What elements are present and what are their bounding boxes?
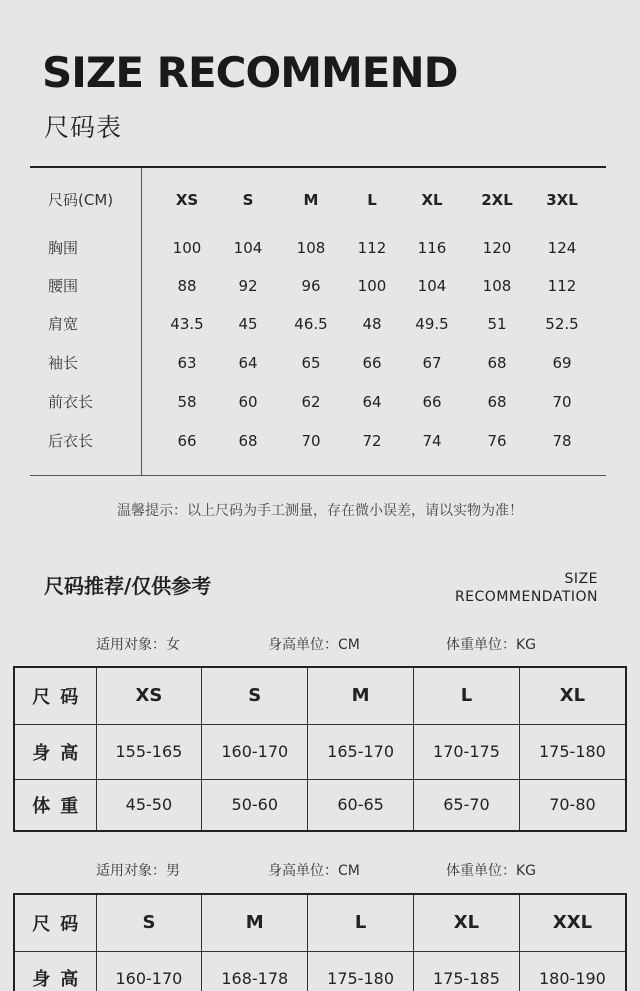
women-height-cell: 165-170 — [308, 724, 414, 779]
women-size-cell: XS — [96, 667, 202, 724]
spec-value: 66 — [177, 432, 197, 450]
women-weight-cell: 50-60 — [202, 779, 308, 831]
spec-value: 52.5 — [545, 315, 579, 333]
women-size-label: 尺码 — [14, 667, 96, 724]
spec-value: 76 — [487, 432, 507, 450]
page-subtitle: 尺码表 — [44, 113, 123, 142]
women-size-cell: M — [308, 667, 414, 724]
spec-value: 48 — [362, 315, 382, 333]
recommendation-en-line2: RECOMMENDATION — [454, 589, 598, 605]
men-size-cell: XXL — [519, 894, 626, 951]
spec-value: 64 — [238, 354, 258, 372]
women-size-cell: XL — [519, 667, 626, 724]
spec-value: 74 — [422, 432, 442, 450]
men-height-unit: 身高单位：CM — [268, 863, 360, 879]
spec-value: 70 — [552, 393, 572, 411]
women-height-unit: 身高单位：CM — [268, 637, 360, 653]
men-height-cell: 160-170 — [96, 951, 202, 991]
women-weight-cell: 45-50 — [96, 779, 202, 831]
spec-value: 49.5 — [415, 315, 449, 333]
spec-value: 60 — [238, 393, 258, 411]
spec-value: 62 — [301, 393, 321, 411]
spec-row-waist — [0, 272, 640, 300]
spec-row-label: 袖长 — [48, 354, 79, 372]
spec-value: 43.5 — [170, 315, 204, 333]
women-weight-unit: 体重单位：KG — [446, 637, 537, 653]
women-size-cell: S — [202, 667, 308, 724]
spec-value: 58 — [177, 393, 197, 411]
recommendation-title: 尺码推荐/仅供参考 — [44, 574, 212, 598]
men-size-table — [13, 893, 627, 991]
spec-value: 104 — [417, 277, 447, 295]
men-height-cell: 168-178 — [202, 951, 308, 991]
women-weight-cell: 70-80 — [519, 779, 626, 831]
women-weight-cell: 60-65 — [308, 779, 414, 831]
table-row — [14, 894, 626, 951]
spec-value: 63 — [177, 354, 197, 372]
men-size-cell: L — [308, 894, 414, 951]
spec-value: 108 — [296, 239, 326, 257]
spec-row-sleeve — [0, 349, 640, 377]
women-weight-cell: 65-70 — [414, 779, 520, 831]
women-height-cell: 170-175 — [414, 724, 520, 779]
measurement-tip: 温馨提示：以上尺码为手工测量，存在微小误差，请以实物为准！ — [117, 503, 523, 519]
spec-row-label: 腰围 — [48, 277, 79, 295]
spec-row-chest — [0, 234, 640, 262]
spec-size-header: XL — [421, 191, 443, 209]
men-height-cell: 180-190 — [519, 951, 626, 991]
spec-size-header: L — [367, 191, 377, 209]
spec-size-header: S — [242, 191, 254, 209]
spec-value: 68 — [487, 354, 507, 372]
spec-row-label: 后衣长 — [48, 432, 94, 450]
table-bottom-rule — [30, 475, 606, 476]
spec-value: 45 — [238, 315, 258, 333]
men-target: 适用对象：男 — [96, 863, 180, 879]
spec-row-label: 肩宽 — [48, 315, 79, 333]
spec-row-label: 前衣长 — [48, 393, 94, 411]
table-row — [14, 667, 626, 724]
page-title: SIZE RECOMMEND — [42, 48, 458, 97]
spec-value: 78 — [552, 432, 572, 450]
men-height-cell: 175-180 — [308, 951, 414, 991]
spec-value: 67 — [422, 354, 442, 372]
spec-value: 70 — [301, 432, 321, 450]
recommendation-en-title — [455, 570, 598, 606]
spec-row-shoulder — [0, 310, 640, 338]
spec-value: 68 — [487, 393, 507, 411]
spec-value: 51 — [487, 315, 507, 333]
spec-value: 88 — [177, 277, 197, 295]
spec-value: 112 — [547, 277, 577, 295]
table-top-rule — [30, 166, 606, 168]
women-height-cell: 160-170 — [202, 724, 308, 779]
spec-row-back-length — [0, 427, 640, 455]
spec-value: 116 — [417, 239, 447, 257]
spec-value: 100 — [357, 277, 387, 295]
spec-header-row — [0, 186, 640, 214]
women-height-cell: 175-180 — [519, 724, 626, 779]
women-target: 适用对象：女 — [96, 637, 180, 653]
spec-size-header: 3XL — [546, 191, 578, 209]
spec-value: 64 — [362, 393, 382, 411]
men-size-label: 尺码 — [14, 894, 96, 951]
women-height-cell: 155-165 — [96, 724, 202, 779]
table-row — [14, 779, 626, 831]
spec-value: 69 — [552, 354, 572, 372]
spec-size-header: XS — [175, 191, 199, 209]
spec-value: 120 — [482, 239, 512, 257]
men-weight-unit: 体重单位：KG — [446, 863, 537, 879]
spec-value: 108 — [482, 277, 512, 295]
spec-value: 72 — [362, 432, 382, 450]
spec-value: 112 — [357, 239, 387, 257]
spec-value: 65 — [301, 354, 321, 372]
spec-value: 92 — [238, 277, 258, 295]
women-height-label: 身高 — [14, 724, 96, 779]
spec-value: 66 — [422, 393, 442, 411]
men-size-cell: XL — [414, 894, 520, 951]
women-size-table — [13, 666, 627, 832]
men-height-label: 身高 — [14, 951, 96, 991]
spec-value: 68 — [238, 432, 258, 450]
spec-value: 66 — [362, 354, 382, 372]
women-meta-row — [0, 634, 640, 656]
men-size-cell: S — [96, 894, 202, 951]
women-weight-label: 体重 — [14, 779, 96, 831]
men-height-cell: 175-185 — [414, 951, 520, 991]
women-size-cell: L — [414, 667, 520, 724]
table-row — [14, 951, 626, 991]
spec-size-header: M — [303, 191, 319, 209]
spec-value: 46.5 — [294, 315, 328, 333]
spec-size-header: 2XL — [481, 191, 513, 209]
men-size-cell: M — [202, 894, 308, 951]
men-meta-row — [0, 860, 640, 882]
spec-row-front-length — [0, 388, 640, 416]
recommendation-en-line1: SIZE — [564, 571, 598, 587]
table-row — [14, 724, 626, 779]
spec-header-label: 尺码(CM) — [48, 191, 114, 209]
spec-value: 100 — [172, 239, 202, 257]
spec-value: 124 — [547, 239, 577, 257]
spec-value: 96 — [301, 277, 321, 295]
spec-value: 104 — [233, 239, 263, 257]
spec-row-label: 胸围 — [48, 239, 79, 257]
